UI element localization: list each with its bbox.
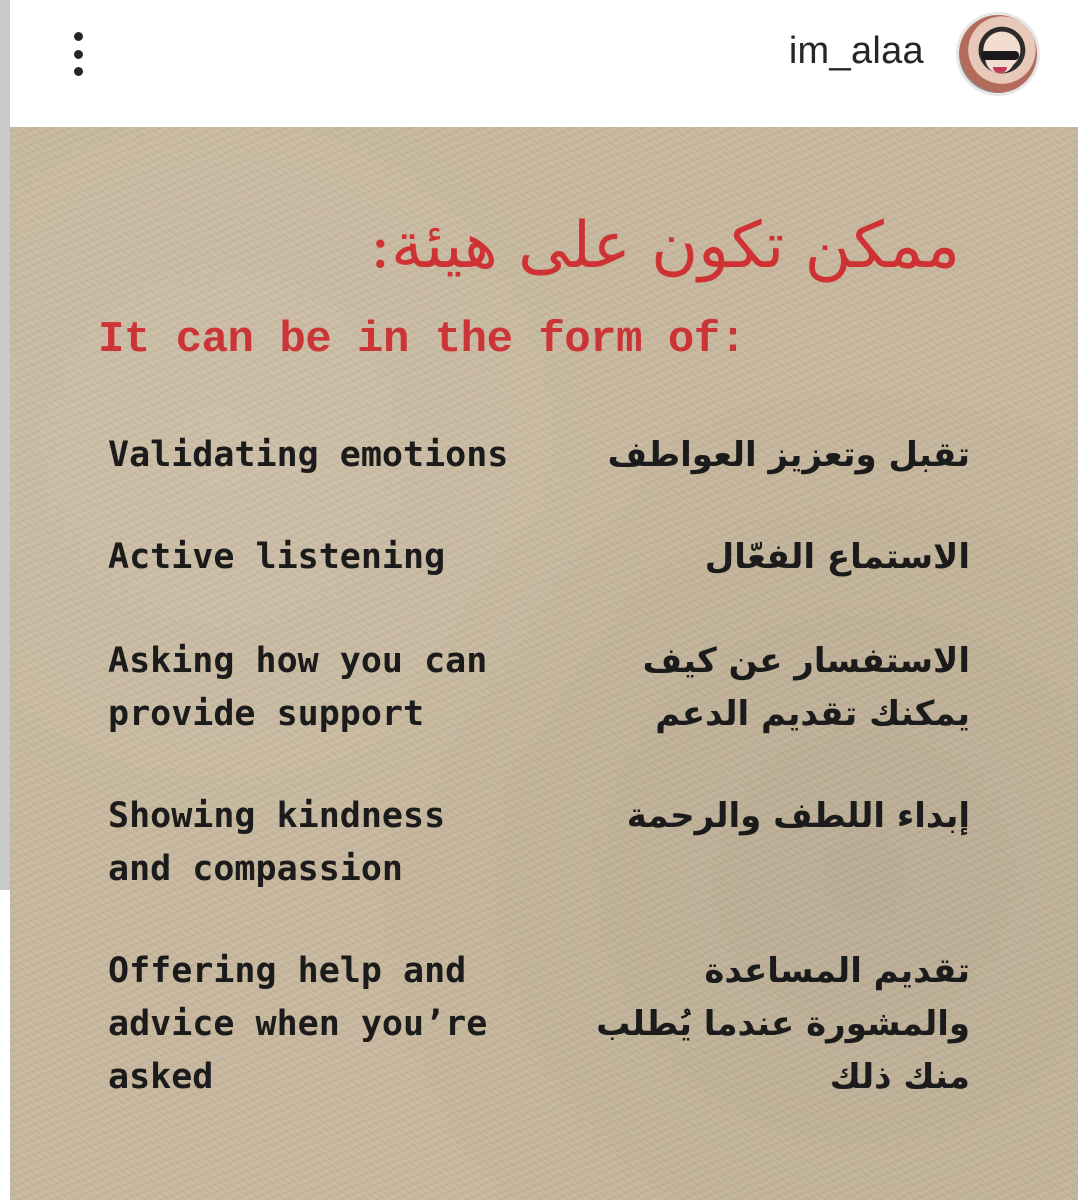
more-vertical-icon (74, 50, 83, 59)
post-image (10, 127, 1078, 1200)
username[interactable]: im_alaa (788, 30, 924, 72)
post-title-english: It can be in the form of: (98, 315, 746, 365)
item-english: Offering help and advice when you’re asked (108, 951, 488, 1097)
more-options-button[interactable] (60, 26, 96, 82)
more-vertical-icon (74, 67, 83, 76)
more-vertical-icon (74, 32, 83, 41)
item-english: Active listening (108, 537, 446, 577)
avatar[interactable] (956, 12, 1040, 96)
avatar-glasses (981, 51, 1019, 60)
item-arabic: تقديم المساعدة والمشورة عندما يُطلب منك ذلك (596, 951, 970, 1097)
scrollbar[interactable] (0, 0, 10, 890)
item-arabic: إبداء اللطف والرحمة (626, 796, 970, 836)
item-english: Asking how you can provide support (108, 641, 488, 734)
item-arabic: تقبل وتعزيز العواطف (607, 435, 970, 475)
item-arabic: الاستفسار عن كيف يمكنك تقديم الدعم (642, 641, 970, 734)
post-title-arabic: ممكن تكون على هيئة: (369, 209, 960, 283)
item-english: Validating emotions (108, 435, 509, 475)
item-arabic: الاستماع الفعّال (704, 537, 970, 577)
post-header (10, 0, 1078, 127)
item-english: Showing kindness and compassion (108, 796, 446, 889)
